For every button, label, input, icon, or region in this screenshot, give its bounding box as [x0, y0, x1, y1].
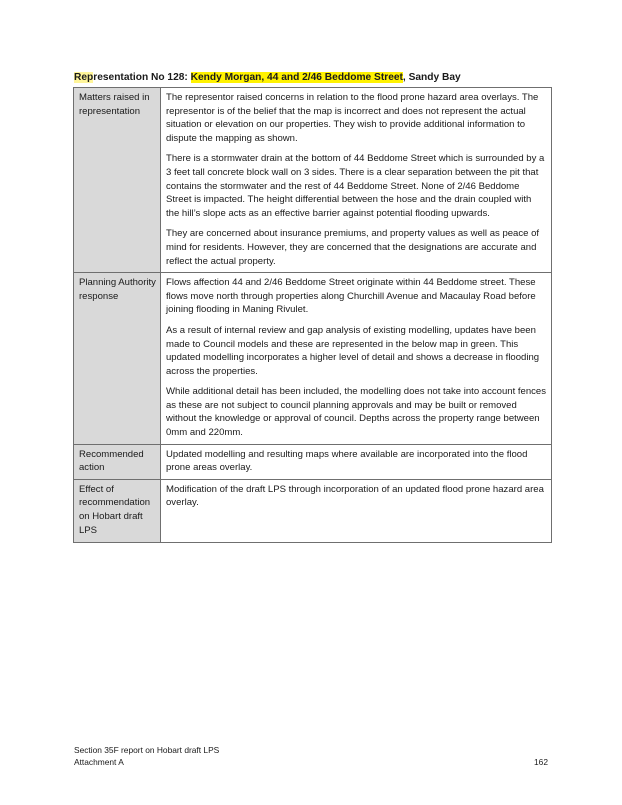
heading-suffix: , Sandy Bay [402, 72, 461, 83]
table-row [74, 273, 552, 445]
paragraph: Modification of the draft LPS through incorporation of an updated flood prone hazard area overlay. [166, 483, 544, 509]
row-content [161, 88, 552, 273]
paragraph: Flows affection 44 and 2/46 Beddome Street originate within 44 Beddome street. These flows move north through properties along Churchill Avenue and Macaulay Road before joining flooding in Maning Rivulet. [166, 277, 536, 316]
representation-heading [74, 72, 461, 83]
row-label: Planning Authority response [74, 273, 161, 445]
row-content [161, 273, 552, 445]
table-row [74, 444, 552, 479]
footer-line: Attachment A [74, 756, 124, 767]
row-content [161, 444, 552, 479]
heading-highlight-prefix: Rep [74, 72, 94, 83]
table-row [74, 88, 552, 273]
page-number: 162 [534, 757, 548, 767]
heading-highlight-name: Kendy Morgan, 44 and 2/46 Beddome Street [190, 72, 403, 83]
paragraph: They are concerned about insurance premiums, and property values as well as peace of mind for residents. However, they are concerned that the designations are accurate and reflect the actual property. [166, 228, 540, 267]
paragraph: There is a stormwater drain at the bottom of 44 Beddome Street which is surrounded by a 3 feet tall concrete block wall on 3 sides. There is a clear separation between the pit that contains the stormwater and the rest of 44 Beddome Street. None of 2/46 Beddome Street is impacted. The height differential between the hose and the drain coupled with the hill’s slope acts as an effective barrier against potential flooding upwards. [166, 153, 545, 219]
paragraph: While additional detail has been included, the modelling does not take into account fences as these are not subject to council planning approvals and may be built or removed without the knowledge or approval of council. Depths across the property range between 0mm and 220mm. [166, 386, 547, 439]
row-label: Recommended action [74, 444, 161, 479]
representation-table [73, 87, 552, 543]
paragraph: As a result of internal review and gap analysis of existing modelling, updates have been made to Council models and these are represented in the below map in green. This updated modelling incorporates a higher level of detail and shows a decrease in flooding across the properties. [166, 324, 540, 377]
row-content [161, 479, 552, 542]
table-row [74, 479, 552, 542]
row-label: Effect of recommendation on Hobart draft LPS [74, 479, 161, 542]
heading-text: resentation No 128: [93, 72, 191, 83]
footer-line: Section 35F report on Hobart draft LPS [74, 745, 220, 755]
page-footer [74, 745, 219, 768]
paragraph: Updated modelling and resulting maps where available are incorporated into the flood prone areas overlay. [166, 448, 528, 474]
row-label: Matters raised in representation [74, 88, 161, 273]
paragraph: The representor raised concerns in relation to the flood prone hazard area overlays. The representor is of the belief that the map is incorrect and does not represent the actual situation or elevation on our properties. They wish to provide additional information to dispute the mapping as shown. [166, 92, 539, 144]
